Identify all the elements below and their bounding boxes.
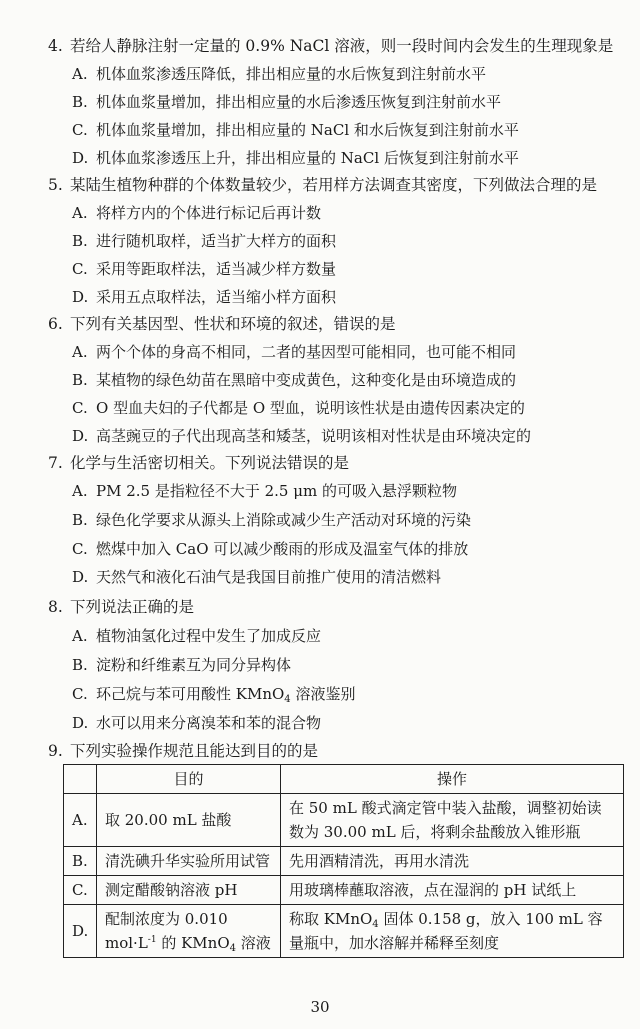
row-label: D.: [64, 905, 97, 958]
question-text: 下列实验操作规范且能达到目的的是: [70, 742, 319, 760]
question-number: 5.: [48, 176, 63, 194]
option-text: 天然气和液化石油气是我国目前推广使用的清洁燃料: [96, 568, 442, 586]
page-number: 30: [310, 998, 330, 1016]
option-label: A.: [72, 204, 88, 222]
question-text: 化学与生活密切相关。下列说法错误的是: [70, 454, 350, 472]
question-5-option-d: [72, 287, 336, 307]
question-7-option-c: [72, 539, 468, 559]
subscript: 4: [284, 694, 291, 705]
question-6-option-b: [72, 370, 516, 390]
row-label: A.: [64, 794, 97, 847]
question-9-stem: [48, 741, 318, 761]
option-text: 采用等距取样法，适当减少样方数量: [96, 260, 337, 278]
option-text: O 型血夫妇的子代都是 O 型血，说明该性状是由遗传因素决定的: [96, 399, 525, 417]
question-text: 若给人静脉注射一定量的 0.9% NaCl 溶液，则一段时间内会发生的生理现象是: [70, 37, 614, 55]
purpose-pre: 配制浓度为 0.010 mol·L: [105, 910, 228, 952]
question-number: 9.: [48, 742, 63, 760]
question-text: 下列有关基因型、性状和环境的叙述，错误的是: [70, 315, 396, 333]
question-4-option-d: [72, 148, 519, 168]
table-row: [64, 876, 624, 905]
operation-post: 固体 0.158 g，放入 100 mL 容量瓶中，加水溶解并稀释至刻度: [289, 910, 603, 952]
question-number: 4.: [48, 37, 63, 55]
question-8-stem: [48, 597, 194, 617]
question-8-option-c: [72, 684, 355, 704]
table-row: [64, 847, 624, 876]
option-label: C.: [72, 685, 88, 703]
row-purpose: [97, 905, 281, 958]
row-operation: 用玻璃棒蘸取溶液，点在湿润的 pH 试纸上: [281, 876, 624, 905]
question-7-stem: [48, 453, 349, 473]
option-label: B.: [72, 232, 88, 250]
option-text: 机体血浆量增加，排出相应量的 NaCl 和水后恢复到注射前水平: [96, 121, 519, 139]
row-label: B.: [64, 847, 97, 876]
table-header-cell: 目的: [97, 765, 281, 794]
option-label: C.: [72, 260, 88, 278]
table-header-row: [64, 765, 624, 794]
option-text: 将样方内的个体进行标记后再计数: [96, 204, 322, 222]
row-operation: 在 50 mL 酸式滴定管中装入盐酸，调整初始读数为 30.00 mL 后，将剩余盐酸放入锥形瓶: [281, 794, 624, 847]
option-label: C.: [72, 121, 88, 139]
option-label: C.: [72, 540, 88, 558]
question-6-stem: [48, 314, 396, 334]
question-8-option-b: [72, 655, 291, 675]
option-label: D.: [72, 427, 89, 445]
option-text: 植物油氢化过程中发生了加成反应: [96, 627, 322, 645]
operation-pre: 称取 KMnO: [289, 910, 373, 928]
superscript: -1: [147, 935, 157, 945]
question-7-option-b: [72, 510, 471, 530]
row-operation: 先用酒精清洗，再用水清洗: [281, 847, 624, 876]
question-number: 8.: [48, 598, 63, 616]
question-4-stem: [48, 36, 613, 56]
table-header-cell: [64, 765, 97, 794]
option-label: A.: [72, 65, 88, 83]
option-label: B.: [72, 93, 88, 111]
option-text: 两个个体的身高不相同，二者的基因型可能相同，也可能不相同: [96, 343, 517, 361]
option-label: B.: [72, 511, 88, 529]
option-label: D.: [72, 288, 89, 306]
row-purpose: 取 20.00 mL 盐酸: [97, 794, 281, 847]
question-text: 下列说法正确的是: [70, 598, 195, 616]
question-4-option-c: [72, 120, 519, 140]
option-text-pre: 环己烷与苯可用酸性 KMnO: [96, 685, 285, 703]
table-row: [64, 794, 624, 847]
question-7-option-d: [72, 567, 441, 587]
option-text-post: 溶液鉴别: [290, 685, 356, 703]
table-row: [64, 905, 624, 958]
question-7-option-a: [72, 481, 457, 501]
row-operation: [281, 905, 624, 958]
option-label: C.: [72, 399, 88, 417]
option-text: 淀粉和纤维素互为同分异构体: [96, 656, 292, 674]
question-5-stem: [48, 175, 597, 195]
question-8-option-a: [72, 626, 321, 646]
question-4-option-b: [72, 92, 501, 112]
row-label: C.: [64, 876, 97, 905]
purpose-mid: 的 KMnO: [156, 934, 230, 952]
option-label: A.: [72, 627, 88, 645]
option-text: 某植物的绿色幼苗在黑暗中变成黄色，这种变化是由环境造成的: [96, 371, 517, 389]
option-label: B.: [72, 656, 88, 674]
option-label: D.: [72, 568, 89, 586]
question-text: 某陆生植物种群的个体数量较少，若用样方法调查其密度，下列做法合理的是: [70, 176, 598, 194]
purpose-post: 溶液: [236, 934, 271, 952]
question-5-option-a: [72, 203, 321, 223]
experiment-table: [63, 764, 624, 958]
question-5-option-b: [72, 231, 336, 251]
question-6-option-c: [72, 398, 525, 418]
question-6-option-d: [72, 426, 531, 446]
subscript: 4: [229, 943, 236, 954]
option-text: 采用五点取样法，适当缩小样方面积: [96, 288, 337, 306]
option-label: D.: [72, 714, 89, 732]
option-text: 机体血浆渗透压降低，排出相应量的水后恢复到注射前水平: [96, 65, 487, 83]
option-text: 高茎豌豆的子代出现高茎和矮茎，说明该相对性状是由环境决定的: [96, 427, 532, 445]
option-text: 机体血浆渗透压上升，排出相应量的 NaCl 后恢复到注射前水平: [96, 149, 519, 167]
option-label: A.: [72, 343, 88, 361]
option-text: 机体血浆量增加，排出相应量的水后渗透压恢复到注射前水平: [96, 93, 502, 111]
option-text: 进行随机取样，适当扩大样方的面积: [96, 232, 337, 250]
question-6-option-a: [72, 342, 516, 362]
question-8-option-d: [72, 713, 321, 733]
option-text: [96, 685, 355, 703]
option-label: B.: [72, 371, 88, 389]
table-header-cell: 操作: [281, 765, 624, 794]
option-text: PM 2.5 是指粒径不大于 2.5 μm 的可吸入悬浮颗粒物: [96, 482, 457, 500]
question-5-option-c: [72, 259, 336, 279]
option-text: 绿色化学要求从源头上消除或减少生产活动对环境的污染: [96, 511, 472, 529]
question-4-option-a: [72, 64, 486, 84]
question-number: 6.: [48, 315, 63, 333]
option-label: A.: [72, 482, 88, 500]
option-label: D.: [72, 149, 89, 167]
row-purpose: 清洗碘升华实验所用试管: [97, 847, 281, 876]
question-number: 7.: [48, 454, 63, 472]
subscript: 4: [372, 919, 379, 930]
option-text: 水可以用来分离溴苯和苯的混合物: [96, 714, 322, 732]
row-purpose: 测定醋酸钠溶液 pH: [97, 876, 281, 905]
option-text: 燃煤中加入 CaO 可以减少酸雨的形成及温室气体的排放: [96, 540, 469, 558]
